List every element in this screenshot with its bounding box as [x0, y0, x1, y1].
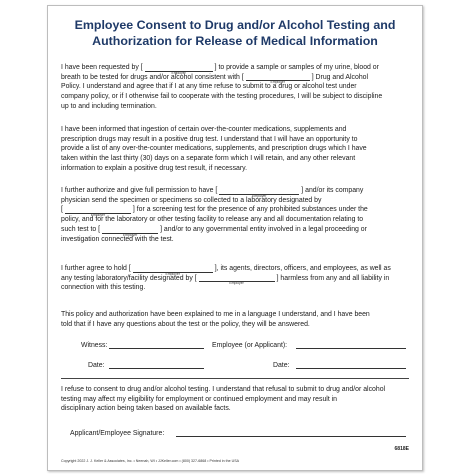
form-title-line-1: Employee Consent to Drug and/or Alcohol Testing and — [74, 18, 396, 32]
applicant-signature-line[interactable] — [176, 436, 406, 437]
employee-date-label: Date: — [273, 362, 290, 369]
employer-blank[interactable]: Employer — [244, 74, 312, 82]
employee-signature-line[interactable] — [296, 348, 406, 349]
employee-label: Employee (or Applicant): — [212, 342, 288, 349]
employer-blank[interactable]: Employer — [197, 275, 277, 283]
blank-underline — [199, 281, 275, 282]
release-authorization-paragraph: I further authorize and give full permission to have [ Employer ] and/or its company physician send the specimen or specimens so collected to a laboratory designated by [ Employer ] for a screening test for the presence of any prohibited substances under the policy, and for the laboratory or other testing facility to release any and all documentation relating to such test to [ Employer ] and/or to any governmental entity involved in a legal proceeding or investigation connected with the test. — [61, 187, 368, 243]
employer-blank[interactable]: Employer — [63, 207, 133, 215]
blank-underline — [219, 194, 299, 195]
employee-date-line[interactable] — [296, 368, 406, 369]
employer-blank[interactable]: Employer — [143, 65, 215, 73]
explanation-paragraph: This policy and authorization have been explained to me in a language I understand, and I have been told that if I have any questions about the test or the policy, they will be answered. — [61, 311, 370, 328]
blank-underline — [246, 80, 310, 81]
section-divider — [61, 378, 409, 379]
witness-label: Witness: — [81, 342, 108, 349]
hold-harmless-paragraph: I further agree to hold [ Employer ], its agents, directors, officers, and employees, as well as any testing laboratory/facility designated by [ Employer ] harmless from any and all liability in connection with this testing. — [61, 265, 391, 292]
employer-blank[interactable]: Employer — [131, 266, 215, 274]
witness-date-label: Date: — [88, 362, 105, 369]
copyright-footer: Copyright 2022 J. J. Keller & Associates, Inc. • Neenah, WI • JJKeller.com • (800) 327-6868 • Printed in the USA — [61, 459, 240, 463]
applicant-signature-label: Applicant/Employee Signature: — [70, 430, 165, 437]
employer-blank[interactable]: Employer — [100, 227, 160, 235]
blank-underline — [145, 71, 213, 72]
employer-blank[interactable]: Employer — [217, 188, 301, 196]
request-paragraph: I have been requested by [ Employer ] to provide a sample or samples of my urine, blood or breath to be tested for drugs and/or alcohol consistent with [ Employer ] Drug and Alcohol Policy. I understand and agree that if I at any time refuse to submit to a drug or alcohol test under company policy, or if I otherwise fail to cooperate with the testing procedures, I will be subject to discipline up to and including termination. — [61, 64, 383, 110]
blank-underline — [133, 272, 213, 273]
refusal-paragraph: I refuse to consent to drug and/or alcohol testing. I understand that refusal to submit to drug and/or alcohol testing may affect my eligibility for employment or continued employment and may result in disciplinary action being taken based on available facts. — [61, 386, 386, 413]
consent-form-sheet — [47, 5, 423, 471]
witness-date-line[interactable] — [109, 368, 204, 369]
blank-underline — [65, 213, 131, 214]
blank-underline — [102, 233, 158, 234]
witness-signature-line[interactable] — [109, 348, 204, 349]
medication-paragraph: I have been informed that ingestion of certain over-the-counter medications, supplements and prescription drugs may result in a positive drug test. I understand that I will have an opportunity to provide a list of any over-the-counter medications, supplements, and prescription drugs which I have taken within the last thirty (30) days on a separate form which I will retain, and any other relevant information to explain a positive drug test result, if necessary. — [61, 126, 367, 172]
form-number: 6818E — [394, 446, 409, 452]
form-title-line-2: Authorization for Release of Medical Information — [92, 34, 378, 48]
